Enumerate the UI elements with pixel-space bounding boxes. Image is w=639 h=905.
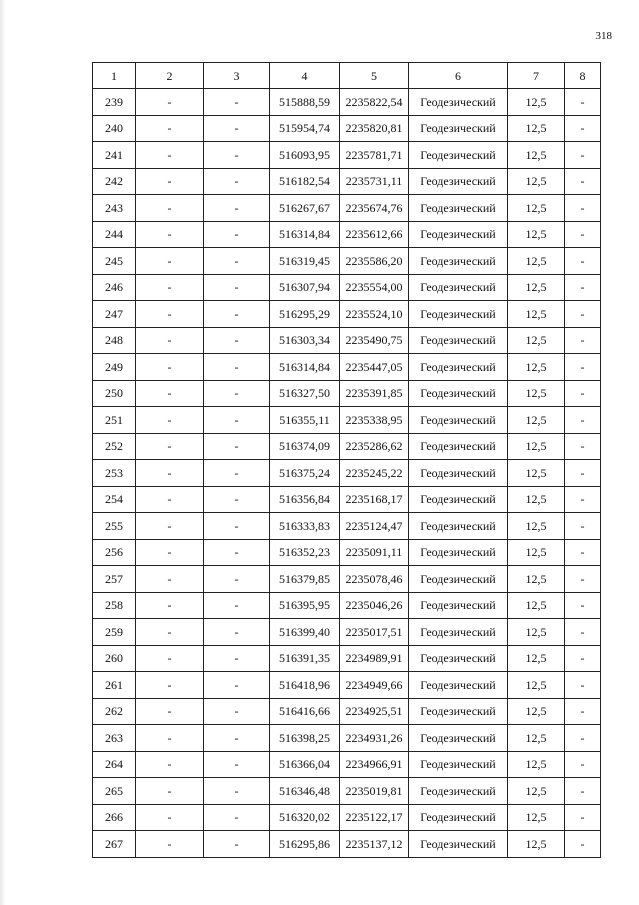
table-cell: 2235781,71 <box>340 142 409 169</box>
table-cell: 516379,85 <box>270 566 340 593</box>
table-cell: - <box>136 168 204 195</box>
table-row <box>93 433 601 460</box>
table-cell: 12,5 <box>508 831 565 858</box>
table-cell: - <box>204 89 270 116</box>
table-row <box>93 380 601 407</box>
table-cell: 2235524,10 <box>340 301 409 328</box>
table-row <box>93 539 601 566</box>
table-cell: 12,5 <box>508 301 565 328</box>
table-cell: 2234925,51 <box>340 698 409 725</box>
table-cell: - <box>136 566 204 593</box>
table-cell: - <box>204 513 270 540</box>
table-row <box>93 248 601 275</box>
table-cell: 516416,66 <box>270 698 340 725</box>
table-row <box>93 672 601 699</box>
table-cell: 516182,54 <box>270 168 340 195</box>
table-cell: Геодезический <box>409 539 508 566</box>
table-cell: - <box>565 486 601 513</box>
table-cell: Геодезический <box>409 778 508 805</box>
table-cell: Геодезический <box>409 566 508 593</box>
table-cell: - <box>565 380 601 407</box>
table-cell: 12,5 <box>508 115 565 142</box>
table-cell: 516399,40 <box>270 619 340 646</box>
table-cell: 242 <box>93 168 136 195</box>
table-cell: - <box>136 195 204 222</box>
table-cell: - <box>204 301 270 328</box>
table-cell: - <box>204 831 270 858</box>
table-cell: - <box>136 327 204 354</box>
table-cell: 253 <box>93 460 136 487</box>
table-cell: - <box>565 327 601 354</box>
table-cell: - <box>565 672 601 699</box>
table-cell: 516307,94 <box>270 274 340 301</box>
table-cell: - <box>565 698 601 725</box>
table-cell: 254 <box>93 486 136 513</box>
table-cell: 12,5 <box>508 778 565 805</box>
table-cell: 2235674,76 <box>340 195 409 222</box>
table-cell: 12,5 <box>508 513 565 540</box>
table-cell: - <box>204 354 270 381</box>
page-number: 318 <box>595 30 612 42</box>
table-cell: - <box>565 248 601 275</box>
table-cell: 12,5 <box>508 354 565 381</box>
table-cell: - <box>565 354 601 381</box>
table-cell: - <box>136 142 204 169</box>
table-cell: - <box>136 274 204 301</box>
table-cell: 2235822,54 <box>340 89 409 116</box>
table-cell: 2235586,20 <box>340 248 409 275</box>
table-cell: Геодезический <box>409 672 508 699</box>
table-cell: - <box>204 195 270 222</box>
table-cell: Геодезический <box>409 645 508 672</box>
table-cell: 245 <box>93 248 136 275</box>
table-cell: - <box>136 778 204 805</box>
table-row <box>93 831 601 858</box>
table-row <box>93 566 601 593</box>
column-header: 7 <box>508 63 565 89</box>
table-cell: 516303,34 <box>270 327 340 354</box>
table-cell: 12,5 <box>508 804 565 831</box>
table-row <box>93 725 601 752</box>
table-cell: 249 <box>93 354 136 381</box>
table-cell: - <box>204 592 270 619</box>
table-cell: 243 <box>93 195 136 222</box>
table-cell: 2234966,91 <box>340 751 409 778</box>
table-row <box>93 513 601 540</box>
table-cell: - <box>136 725 204 752</box>
column-header: 4 <box>270 63 340 89</box>
table-cell: Геодезический <box>409 168 508 195</box>
table-row <box>93 195 601 222</box>
table-cell: 257 <box>93 566 136 593</box>
table-cell: 516346,48 <box>270 778 340 805</box>
table-cell: 12,5 <box>508 751 565 778</box>
table-cell: 2234989,91 <box>340 645 409 672</box>
table-cell: - <box>565 142 601 169</box>
table-cell: - <box>136 804 204 831</box>
table-cell: 264 <box>93 751 136 778</box>
table-cell: 516391,35 <box>270 645 340 672</box>
table-cell: - <box>136 115 204 142</box>
column-header: 2 <box>136 63 204 89</box>
table-cell: 2235124,47 <box>340 513 409 540</box>
table-header-row <box>93 63 601 89</box>
table-cell: - <box>136 751 204 778</box>
table-cell: 12,5 <box>508 539 565 566</box>
table-cell: Геодезический <box>409 460 508 487</box>
table-cell: - <box>565 539 601 566</box>
table-cell: 251 <box>93 407 136 434</box>
table-cell: - <box>136 645 204 672</box>
column-header: 6 <box>409 63 508 89</box>
table-cell: - <box>565 301 601 328</box>
table-cell: 516327,50 <box>270 380 340 407</box>
table-cell: 12,5 <box>508 274 565 301</box>
table-cell: 12,5 <box>508 142 565 169</box>
table-cell: - <box>136 380 204 407</box>
table-cell: Геодезический <box>409 248 508 275</box>
table-cell: 12,5 <box>508 380 565 407</box>
table-cell: - <box>204 672 270 699</box>
table-cell: 516319,45 <box>270 248 340 275</box>
table-cell: 516398,25 <box>270 725 340 752</box>
table-cell: - <box>204 566 270 593</box>
table-cell: 2235338,95 <box>340 407 409 434</box>
table-cell: 516295,29 <box>270 301 340 328</box>
table-cell: 2235245,22 <box>340 460 409 487</box>
table-cell: 12,5 <box>508 725 565 752</box>
table-cell: 2234949,66 <box>340 672 409 699</box>
table-cell: 2235731,11 <box>340 168 409 195</box>
table-cell: - <box>565 831 601 858</box>
table-cell: - <box>565 433 601 460</box>
table-cell: - <box>204 380 270 407</box>
table-cell: 2235122,17 <box>340 804 409 831</box>
table-cell: Геодезический <box>409 698 508 725</box>
table-cell: 2235078,46 <box>340 566 409 593</box>
table-cell: - <box>204 433 270 460</box>
table-cell: - <box>204 698 270 725</box>
table-cell: 2235391,85 <box>340 380 409 407</box>
table-cell: 2235490,75 <box>340 327 409 354</box>
table-cell: 258 <box>93 592 136 619</box>
table-cell: 12,5 <box>508 248 565 275</box>
table-cell: 252 <box>93 433 136 460</box>
table-cell: 12,5 <box>508 407 565 434</box>
table-cell: 263 <box>93 725 136 752</box>
table-cell: - <box>136 513 204 540</box>
table-cell: 12,5 <box>508 566 565 593</box>
table-row <box>93 407 601 434</box>
table-cell: 12,5 <box>508 619 565 646</box>
table-cell: - <box>204 619 270 646</box>
table-cell: Геодезический <box>409 195 508 222</box>
table-cell: 255 <box>93 513 136 540</box>
column-header: 5 <box>340 63 409 89</box>
scan-edge-shadow <box>0 0 6 905</box>
table-cell: 516093,95 <box>270 142 340 169</box>
table-cell: - <box>204 168 270 195</box>
table-cell: 2234931,26 <box>340 725 409 752</box>
table-cell: 267 <box>93 831 136 858</box>
table-cell: 516375,24 <box>270 460 340 487</box>
table-cell: Геодезический <box>409 221 508 248</box>
table-row <box>93 89 601 116</box>
table-cell: - <box>565 751 601 778</box>
table-body <box>93 63 601 858</box>
table-cell: 256 <box>93 539 136 566</box>
table-cell: - <box>136 407 204 434</box>
table-cell: 12,5 <box>508 592 565 619</box>
table-cell: - <box>204 248 270 275</box>
table-row <box>93 301 601 328</box>
table-cell: Геодезический <box>409 592 508 619</box>
table-cell: 12,5 <box>508 89 565 116</box>
column-header: 8 <box>565 63 601 89</box>
table-cell: - <box>136 539 204 566</box>
table-cell: 246 <box>93 274 136 301</box>
table-cell: 2235447,05 <box>340 354 409 381</box>
table-cell: 12,5 <box>508 698 565 725</box>
table-cell: 516395,95 <box>270 592 340 619</box>
table-cell: - <box>136 354 204 381</box>
table-cell: - <box>204 115 270 142</box>
table-cell: 261 <box>93 672 136 699</box>
table-cell: 12,5 <box>508 460 565 487</box>
table-row <box>93 619 601 646</box>
table-row <box>93 327 601 354</box>
table-cell: - <box>204 274 270 301</box>
table-row <box>93 460 601 487</box>
table-cell: Геодезический <box>409 380 508 407</box>
table-row <box>93 751 601 778</box>
table-cell: - <box>204 751 270 778</box>
table-cell: 241 <box>93 142 136 169</box>
table-cell: - <box>565 115 601 142</box>
coordinates-table <box>92 62 601 858</box>
table-cell: 516355,11 <box>270 407 340 434</box>
table-cell: - <box>136 486 204 513</box>
table-cell: - <box>565 566 601 593</box>
table-cell: Геодезический <box>409 354 508 381</box>
table-row <box>93 115 601 142</box>
table-cell: 244 <box>93 221 136 248</box>
table-cell: 2235286,62 <box>340 433 409 460</box>
table-cell: 262 <box>93 698 136 725</box>
table-cell: - <box>136 831 204 858</box>
table-row <box>93 486 601 513</box>
table-cell: Геодезический <box>409 751 508 778</box>
table-cell: 2235046,26 <box>340 592 409 619</box>
table-cell: 2235019,81 <box>340 778 409 805</box>
table-cell: 2235820,81 <box>340 115 409 142</box>
table-cell: 515954,74 <box>270 115 340 142</box>
table-row <box>93 592 601 619</box>
table-cell: 12,5 <box>508 486 565 513</box>
table-cell: 266 <box>93 804 136 831</box>
table-cell: - <box>565 513 601 540</box>
table-cell: 240 <box>93 115 136 142</box>
table-cell: 516267,67 <box>270 195 340 222</box>
table-row <box>93 778 601 805</box>
table-cell: Геодезический <box>409 486 508 513</box>
table-cell: 516352,23 <box>270 539 340 566</box>
table-cell: 2235091,11 <box>340 539 409 566</box>
table-cell: 516366,04 <box>270 751 340 778</box>
table-cell: 516314,84 <box>270 354 340 381</box>
table-cell: Геодезический <box>409 407 508 434</box>
table-cell: - <box>136 248 204 275</box>
table-cell: - <box>204 221 270 248</box>
table-cell: 12,5 <box>508 645 565 672</box>
table-cell: Геодезический <box>409 619 508 646</box>
table-cell: 2235612,66 <box>340 221 409 248</box>
table-cell: 250 <box>93 380 136 407</box>
table-row <box>93 142 601 169</box>
table-cell: Геодезический <box>409 725 508 752</box>
table-cell: 12,5 <box>508 221 565 248</box>
table-cell: Геодезический <box>409 831 508 858</box>
table-cell: - <box>136 221 204 248</box>
table-row <box>93 354 601 381</box>
table-cell: Геодезический <box>409 433 508 460</box>
table-cell: - <box>565 407 601 434</box>
table-row <box>93 698 601 725</box>
table-cell: 12,5 <box>508 672 565 699</box>
table-cell: - <box>204 460 270 487</box>
table-row <box>93 168 601 195</box>
table-cell: 516295,86 <box>270 831 340 858</box>
column-header: 3 <box>204 63 270 89</box>
table-cell: - <box>204 407 270 434</box>
table-cell: 12,5 <box>508 433 565 460</box>
table-cell: 12,5 <box>508 168 565 195</box>
table-cell: 516333,83 <box>270 513 340 540</box>
table-cell: 259 <box>93 619 136 646</box>
table-cell: - <box>565 274 601 301</box>
table-row <box>93 804 601 831</box>
table-cell: 248 <box>93 327 136 354</box>
table-cell: 516356,84 <box>270 486 340 513</box>
table-cell: - <box>204 142 270 169</box>
table-cell: - <box>136 460 204 487</box>
table-cell: Геодезический <box>409 327 508 354</box>
table-cell: 265 <box>93 778 136 805</box>
table-cell: - <box>565 195 601 222</box>
table-cell: 516374,09 <box>270 433 340 460</box>
table-cell: 239 <box>93 89 136 116</box>
table-cell: Геодезический <box>409 301 508 328</box>
table-cell: Геодезический <box>409 274 508 301</box>
table-cell: - <box>136 89 204 116</box>
column-header: 1 <box>93 63 136 89</box>
table-cell: - <box>204 778 270 805</box>
table-cell: - <box>565 645 601 672</box>
table-cell: - <box>565 592 601 619</box>
table-cell: - <box>204 486 270 513</box>
table-cell: Геодезический <box>409 804 508 831</box>
table-row <box>93 645 601 672</box>
table-cell: - <box>565 460 601 487</box>
table-cell: - <box>204 539 270 566</box>
table-cell: - <box>565 168 601 195</box>
table-cell: 516418,96 <box>270 672 340 699</box>
table-cell: Геодезический <box>409 513 508 540</box>
table-cell: - <box>565 221 601 248</box>
table-cell: - <box>136 433 204 460</box>
table-cell: - <box>136 698 204 725</box>
table-row <box>93 221 601 248</box>
table-cell: - <box>136 672 204 699</box>
table-cell: - <box>565 725 601 752</box>
table-row <box>93 274 601 301</box>
table-cell: - <box>565 778 601 805</box>
table-cell: Геодезический <box>409 115 508 142</box>
table-cell: - <box>136 619 204 646</box>
table-cell: 516320,02 <box>270 804 340 831</box>
table-cell: Геодезический <box>409 89 508 116</box>
table-cell: - <box>565 619 601 646</box>
table-cell: - <box>565 804 601 831</box>
table-cell: 2235168,17 <box>340 486 409 513</box>
table-cell: - <box>204 725 270 752</box>
table-cell: Геодезический <box>409 142 508 169</box>
table-cell: - <box>565 89 601 116</box>
table-cell: - <box>204 804 270 831</box>
table-cell: 2235017,51 <box>340 619 409 646</box>
table-cell: 260 <box>93 645 136 672</box>
table-cell: 2235137,12 <box>340 831 409 858</box>
table-cell: - <box>136 301 204 328</box>
table-cell: 515888,59 <box>270 89 340 116</box>
table-cell: 247 <box>93 301 136 328</box>
table-cell: 12,5 <box>508 327 565 354</box>
table-cell: - <box>136 592 204 619</box>
table-cell: 516314,84 <box>270 221 340 248</box>
table-cell: - <box>204 645 270 672</box>
table-cell: 12,5 <box>508 195 565 222</box>
table-cell: - <box>204 327 270 354</box>
table-cell: 2235554,00 <box>340 274 409 301</box>
